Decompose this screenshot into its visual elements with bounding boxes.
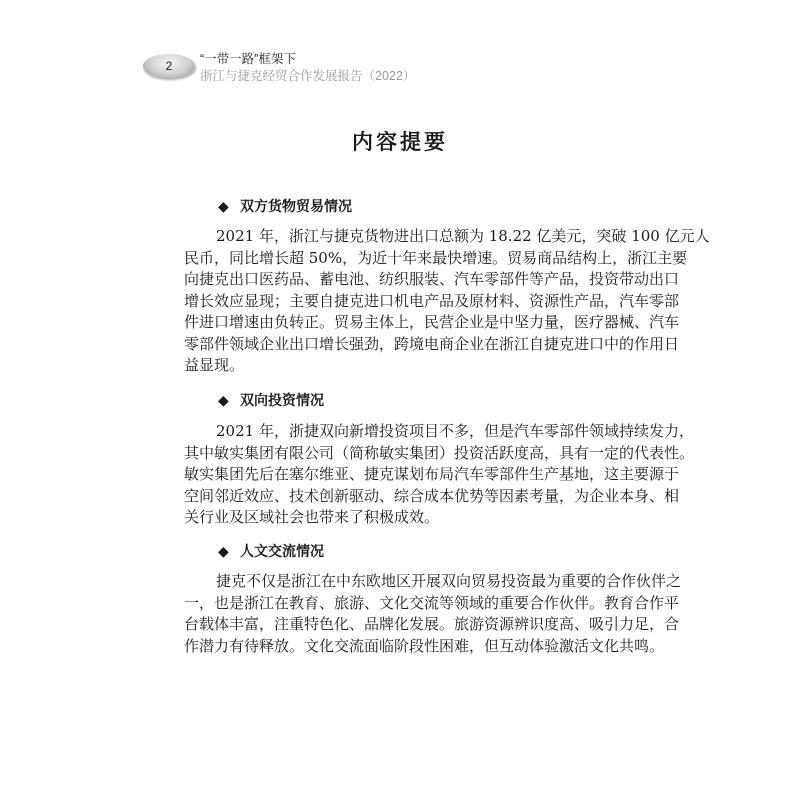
paragraph-line: 台载体丰富，注重特色化、品牌化发展。旅游资源辨识度高、吸引力足，合: [184, 615, 680, 633]
section-heading-text: 双方货物贸易情况: [240, 198, 352, 214]
diamond-bullet-icon: ◆: [218, 198, 229, 214]
running-header-book-title: 浙江与捷克经贸合作发展报告（2022）: [200, 69, 416, 83]
diamond-bullet-icon: ◆: [218, 392, 229, 408]
paragraph-line: 零部件领域企业出口增长强劲，跨境电商企业在浙江自捷克进口中的作用日: [184, 334, 680, 353]
paragraph-line: 关行业及区域社会也带来了积极成效。: [184, 508, 440, 526]
page-number-badge: 2: [143, 54, 195, 78]
page-title: 内容提要: [352, 129, 448, 154]
diamond-bullet-icon: ◆: [218, 543, 229, 559]
paragraph-line: 向捷克出口医药品、蓄电池、纺织服装、汽车零部件等产品，投资带动出口: [184, 270, 680, 288]
paragraph-line: 增长效应显现；主要自捷克进口机电产品及原材料、资源性产品，汽车零部: [184, 291, 680, 310]
section-heading-text: 双向投资情况: [240, 392, 324, 408]
section-heading-text: 人文交流情况: [240, 543, 324, 559]
section-paragraph: [184, 421, 695, 529]
section-heading: [218, 390, 324, 410]
paragraph-line: 一，也是浙江在教育、旅游、文化交流等领域的重要合作伙伴。教育合作平: [184, 593, 680, 612]
paragraph-line: 捷克不仅是浙江在中东欧地区开展双向贸易投资最为重要的合作伙伴之: [216, 572, 682, 590]
paragraph-line: 民币，同比增长超 50%，为近十年来最快增速。贸易商品结构上，浙江主要: [184, 248, 688, 267]
section-heading: [218, 196, 352, 216]
paragraph-line: 空间邻近效应、技术创新驱动、综合成本优势等因素考量，为企业本身、相: [184, 486, 680, 505]
section-heading: [218, 541, 324, 561]
paragraph-line: 益显现。: [184, 356, 245, 374]
paragraph-line: 2021 年，浙捷双向新增投资项目不多，但是汽车零部件领域持续发力，: [216, 422, 694, 440]
section-paragraph: [184, 571, 682, 657]
paragraph-line: 件进口增速由负转正。贸易主体上，民营企业是中坚力量，医疗器械、汽车: [184, 313, 680, 331]
paragraph-line: 作潜力有待释放。文化交流面临阶段性困难，但互动体验激活文化共鸣。: [184, 636, 665, 655]
section-paragraph: [184, 226, 710, 377]
paragraph-line: 其中敏实集团有限公司（简称敏实集团）投资活跃度高，具有一定的代表性。: [184, 443, 695, 462]
paragraph-line: 敏实集团先后在塞尔维亚、捷克谋划布局汽车零部件生产基地，这主要源于: [184, 465, 680, 483]
running-header-series: “一带一路”框架下: [200, 52, 296, 66]
paragraph-line: 2021 年，浙江与捷克货物进出口总额为 18.22 亿美元，突破 100 亿元人: [216, 227, 710, 245]
